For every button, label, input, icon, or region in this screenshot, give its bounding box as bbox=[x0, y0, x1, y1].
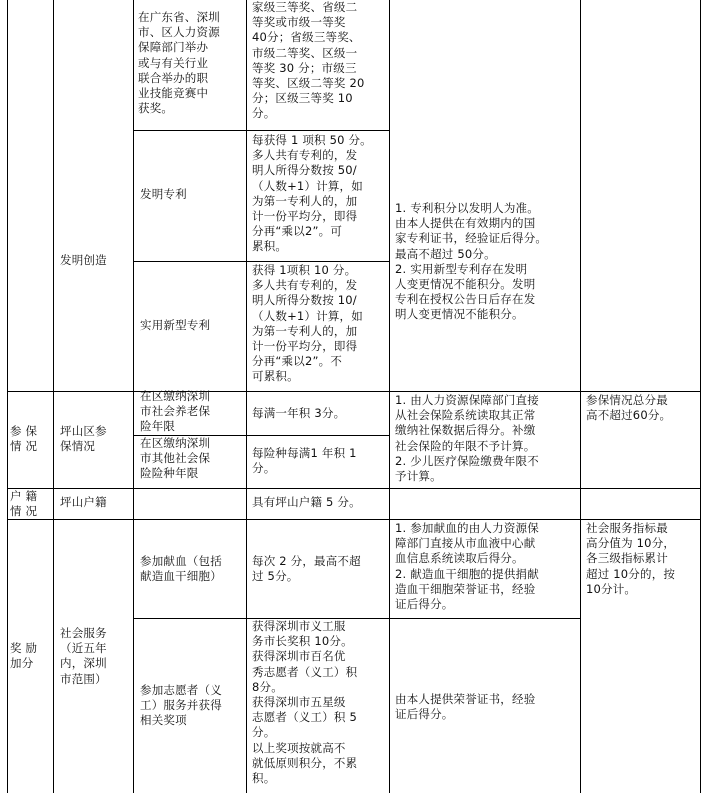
reward-total: 社会服务指标最 高分值为 10分， 各三级指标累计 超过 10分的，按 10分计。 bbox=[586, 521, 676, 596]
insurance-total: 参保情况总分最 高不超过60分。 bbox=[586, 393, 672, 423]
blood-donation-remark: 1. 参加献血的由人力资源保 障部门直接从市血液中心献 血信息系统读取后得分。 2. 献造血干细胞的提供捐献 造血干细胞荣誉证书，经验 证后得分。 bbox=[395, 521, 539, 612]
grid-line bbox=[133, 0, 134, 793]
insurance-remark: 1. 由人力资源保障部门直接 从社会保险系统读取其正常 缴纳社保数据后得分。补缴 社会保险的年限不予计算。 2. 少儿医疗保险缴费年限不 予计算。 bbox=[395, 393, 539, 484]
skill-competition-score: 家级三等奖、省级二 等奖或市级一等奖 40分；省级三等奖、 市级二等奖、区级一 等奖 30 分；市级三 等奖、区级二等奖 20 分；区级三等奖 10 分。 bbox=[252, 0, 365, 121]
grid-line bbox=[389, 0, 390, 793]
blood-donation-score: 每次 2 分，最高不超 过 5分。 bbox=[252, 554, 361, 584]
blood-donation-label: 参加献血（包括 献造血干细胞） bbox=[140, 554, 222, 584]
reward-category: 奖 励 加分 bbox=[10, 641, 38, 671]
volunteer-label: 参加志愿者（义 工）服务并获得 相关奖项 bbox=[140, 683, 222, 728]
grid-line bbox=[133, 261, 390, 262]
insurance-other-label: 在区缴纳深圳 市其他社会保 险险种年限 bbox=[140, 436, 211, 481]
household-score: 具有坪山户籍 5 分。 bbox=[252, 495, 361, 509]
skill-competition-condition: 在广东省、深圳 市、区人力资源 保障部门举办 或与有关行业 联合举办的职 业技能竞赛中 获奖。 bbox=[138, 10, 220, 116]
household-category: 户 籍 情 况 bbox=[10, 489, 38, 519]
insurance-category: 参 保 情 况 bbox=[10, 424, 38, 454]
grid-line bbox=[7, 488, 701, 489]
patent-utility-score: 获得 1项积 10 分。 多人共有专利的，发 明人所得分数按 10/ （人数+1）计算，如 为第一专利人的，加 计一份平均分，即得 分再“乘以2”。不 可累积。 bbox=[252, 263, 363, 384]
reward-subcategory: 社会服务 （近五年 内，深圳 市范围） bbox=[60, 626, 107, 686]
grid-line bbox=[133, 130, 390, 131]
patent-utility-label: 实用新型专利 bbox=[140, 318, 211, 332]
volunteer-score: 获得深圳市义工服 务市长奖积 10分。 获得深圳市百名优 秀志愿者（义工）积 8分。 获得深圳市五星级 志愿者（义工）积 5 分。 以上奖项按就高不 就低原则积分，不累 积。 bbox=[252, 619, 358, 786]
insurance-subcategory: 坪山区参 保情况 bbox=[60, 424, 107, 454]
grid-line bbox=[580, 0, 581, 793]
grid-line bbox=[7, 519, 701, 520]
insurance-other-score: 每险种每满1 年积 1 分。 bbox=[252, 446, 357, 476]
household-subcategory: 坪山户籍 bbox=[60, 495, 107, 509]
volunteer-remark: 由本人提供荣誉证书，经验 证后得分。 bbox=[395, 692, 536, 722]
patent-invention-label: 发明专利 bbox=[140, 187, 187, 201]
grid-line bbox=[7, 0, 8, 793]
insurance-pension-label: 在区缴纳深圳 市社会养老保 险年限 bbox=[140, 389, 211, 434]
insurance-pension-score: 每满一年积 3分。 bbox=[252, 406, 346, 420]
patent-invention-score: 每获得 1 项积 50 分。 多人共有专利的，发 明人所得分数按 50/ （人数+1）计算，如 为第一专利人的，加 计一份平均分，即得 分再“乘以2”。可 累积。 bbox=[252, 133, 372, 254]
invention-category: 发明创造 bbox=[60, 253, 107, 267]
grid-line bbox=[246, 0, 247, 793]
grid-line bbox=[700, 0, 701, 793]
grid-line bbox=[53, 0, 54, 793]
grid-line bbox=[7, 391, 701, 392]
invention-remark: 1. 专利积分以发明人为准。 由本人提供在有效期内的国 家专利证书，经验证后得分。 最高不超过 50分。 2. 实用新型专利存在发明 人变更情况不能积分。发明 专利在授权公告日后存在发 明人变更情况不能积分。 bbox=[395, 201, 548, 322]
